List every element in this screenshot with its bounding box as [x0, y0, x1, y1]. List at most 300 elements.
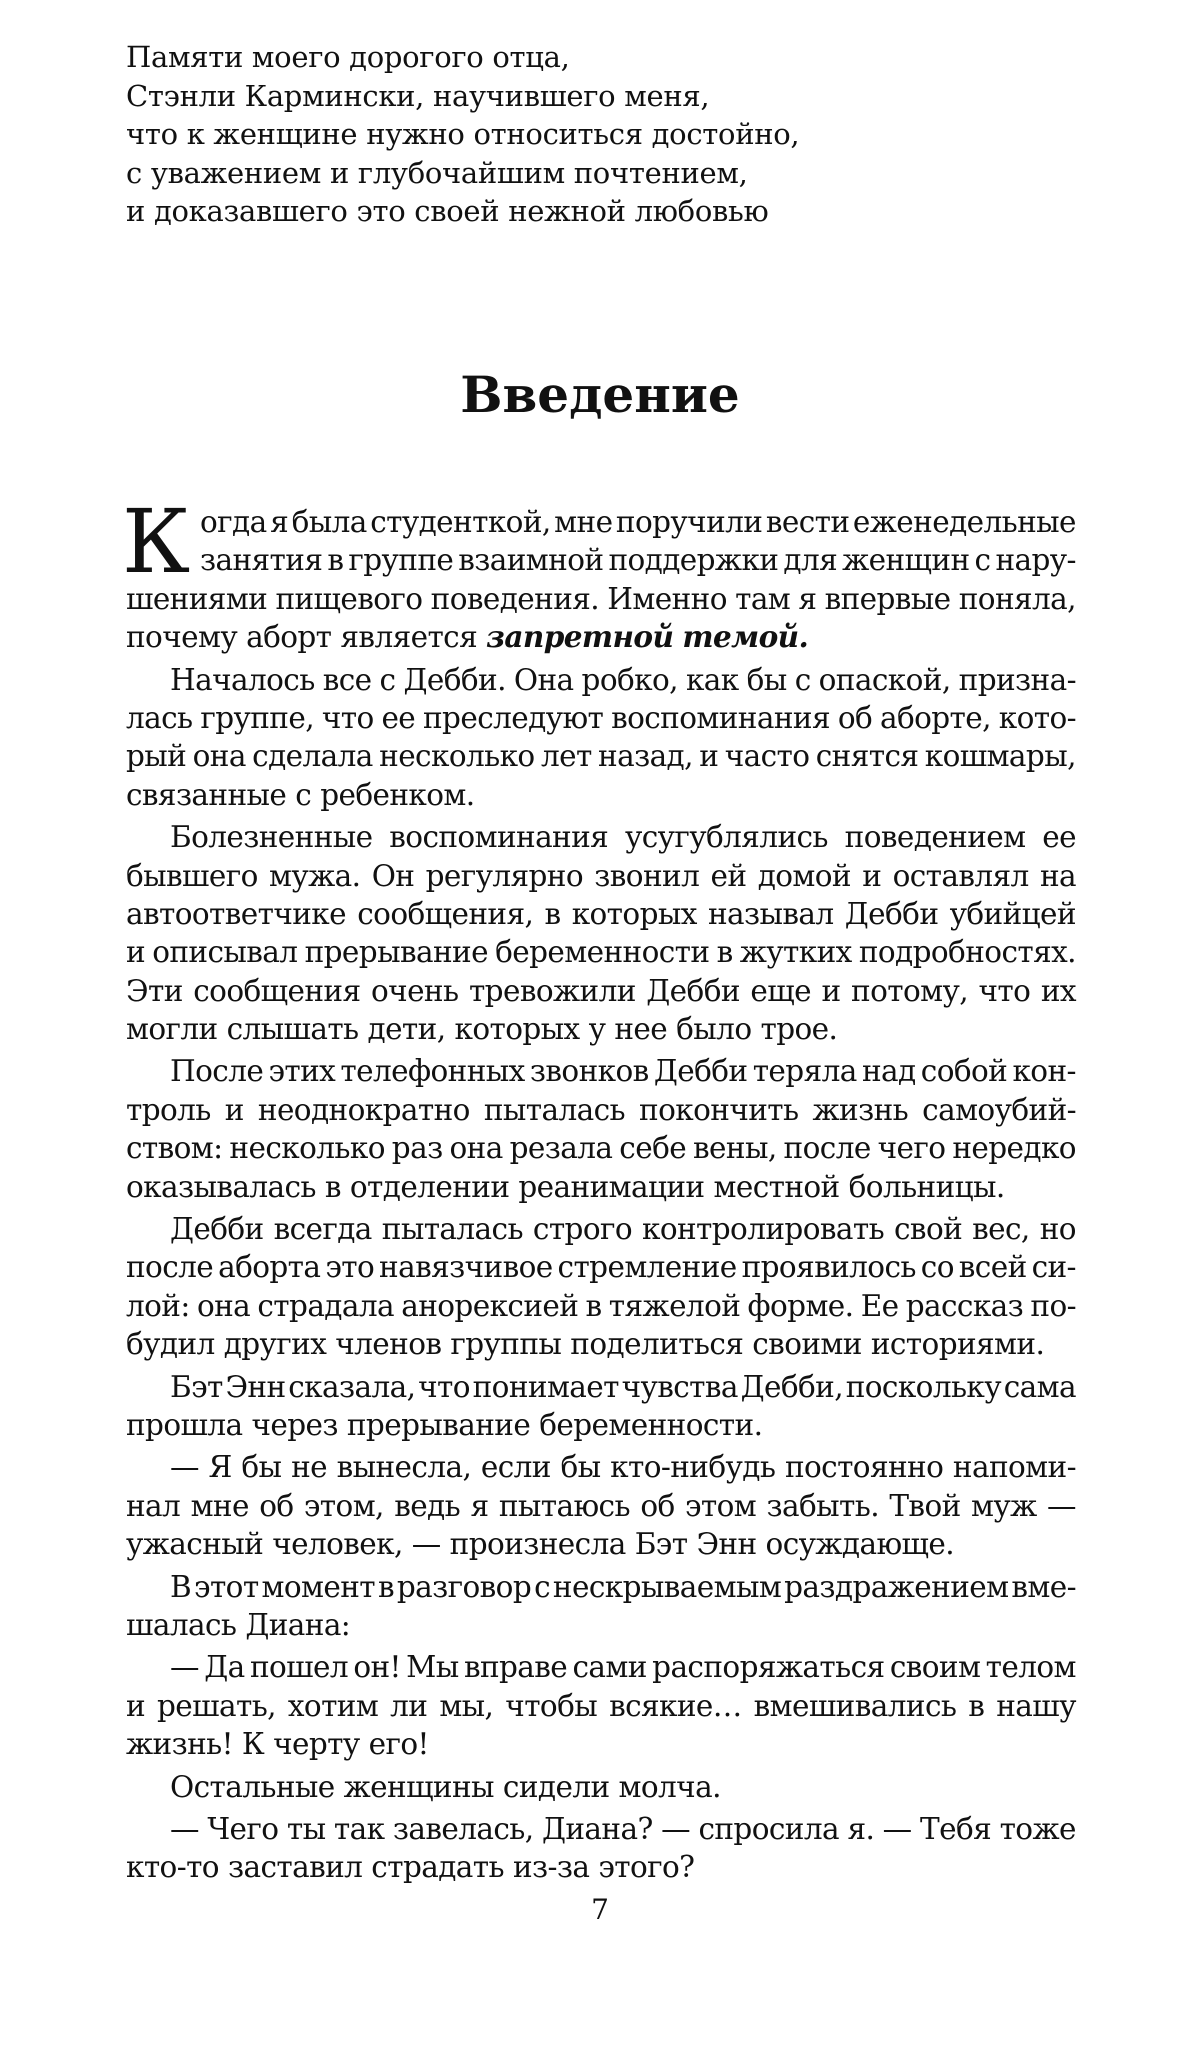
- word: —: [882, 1811, 912, 1846]
- word: отделении: [349, 1169, 510, 1204]
- word: проявилось: [741, 1250, 916, 1285]
- word: несколько: [229, 1131, 385, 1166]
- word: подробностях.: [858, 935, 1076, 970]
- word: нару-: [995, 543, 1076, 578]
- word: об: [259, 1488, 294, 1523]
- word: аборте,: [879, 700, 991, 735]
- word: и: [821, 973, 841, 1008]
- word: теряла: [752, 1054, 857, 1089]
- text-line: [126, 618, 1076, 656]
- word: я: [470, 1488, 489, 1523]
- word: сами: [572, 1650, 647, 1685]
- text-line: [126, 895, 1076, 933]
- word: —: [411, 1527, 441, 1562]
- word: беременности.: [539, 1407, 763, 1442]
- word: после: [783, 1131, 871, 1166]
- text-line: [126, 1052, 1076, 1090]
- word: мы,: [439, 1688, 494, 1723]
- word: неоднократно: [257, 1092, 470, 1127]
- word: воспоминания: [389, 820, 609, 855]
- word: и: [699, 739, 719, 774]
- word: еженедельные: [852, 505, 1076, 539]
- word: я.: [847, 1811, 875, 1846]
- word: по-: [1030, 1288, 1076, 1323]
- word: с: [295, 777, 312, 812]
- word: об: [837, 700, 873, 735]
- word: Дебби,: [740, 1369, 843, 1404]
- word: пошел: [249, 1650, 348, 1685]
- word: если: [480, 1450, 551, 1485]
- text-line: [126, 737, 1076, 775]
- word: местной: [713, 1169, 840, 1204]
- word: ли: [390, 1688, 428, 1723]
- word: ее: [1042, 820, 1076, 855]
- word: муж: [971, 1488, 1037, 1523]
- word: вмешивались: [753, 1688, 957, 1723]
- word: своими: [752, 1327, 862, 1362]
- text-line: [126, 1725, 1076, 1763]
- word: было: [676, 1012, 752, 1047]
- text-line: [126, 1568, 1076, 1606]
- drop-cap: К: [122, 490, 191, 593]
- word: Я: [208, 1450, 232, 1485]
- text-line: [126, 1810, 1076, 1848]
- word: была: [291, 505, 367, 539]
- word: называл: [708, 896, 834, 931]
- text-line: [126, 933, 1076, 971]
- word: с: [794, 662, 811, 697]
- text-line: [126, 818, 1076, 856]
- word: группе: [348, 543, 454, 578]
- word: мужа.: [269, 858, 361, 893]
- word: самоубий-: [922, 1092, 1076, 1127]
- word: еще: [750, 973, 811, 1008]
- word: бы: [560, 1450, 601, 1485]
- word: К: [241, 1727, 265, 1762]
- text-line: [126, 857, 1076, 895]
- paragraph: [126, 1768, 1076, 1806]
- text-line: [126, 1129, 1076, 1167]
- word: мне: [190, 1488, 249, 1523]
- word: что: [418, 1369, 470, 1404]
- text-line: [126, 1406, 1076, 1444]
- dedication-line: и доказавшего это своей нежной любовью: [126, 194, 769, 228]
- word: потому,: [851, 973, 969, 1008]
- word: их: [1040, 973, 1076, 1008]
- word: Ее: [860, 1288, 899, 1323]
- word: на: [1039, 858, 1076, 893]
- word: рый: [126, 739, 187, 774]
- word: кошмары,: [924, 739, 1076, 774]
- word: вме-: [1011, 1569, 1076, 1604]
- word: историями.: [870, 1327, 1045, 1362]
- word: раз: [391, 1131, 443, 1166]
- word: навязчивое: [379, 1250, 553, 1285]
- word: В: [170, 1569, 192, 1604]
- dedication-line: с уважением и глубочайшим почтением,: [126, 155, 748, 190]
- paragraph: [126, 1568, 1076, 1645]
- word: беременности: [495, 935, 710, 970]
- word: призна-: [958, 662, 1076, 697]
- word: все: [322, 662, 372, 697]
- word: студенткой,: [370, 505, 551, 539]
- word: Остальные: [170, 1769, 335, 1804]
- word: группы: [450, 1327, 562, 1362]
- paragraph: [126, 1448, 1076, 1563]
- word: реанимации: [518, 1169, 705, 1204]
- body-text: [126, 503, 1076, 1891]
- word: этом: [685, 1488, 757, 1523]
- word: нее: [614, 1012, 668, 1047]
- word: в: [585, 1288, 602, 1323]
- word: шениями: [126, 581, 268, 616]
- word: она: [449, 1131, 503, 1166]
- page-number: 7: [591, 1893, 609, 1926]
- word: чего: [877, 1131, 946, 1166]
- word: черту: [273, 1727, 360, 1762]
- word: форме.: [747, 1288, 854, 1323]
- text-line: [126, 972, 1076, 1010]
- word: огда: [200, 505, 267, 539]
- word: вынесла,: [336, 1450, 472, 1485]
- word: в: [377, 1569, 394, 1604]
- word: тяжелой: [608, 1288, 741, 1323]
- word: очень: [371, 973, 459, 1008]
- word: больницы.: [848, 1169, 1005, 1204]
- text-line: [126, 1325, 1076, 1363]
- word: —: [170, 1811, 199, 1846]
- word: поделиться: [570, 1327, 744, 1362]
- word: сделала: [252, 739, 373, 774]
- text-line: [126, 541, 1076, 579]
- word: опаской,: [818, 662, 951, 697]
- word: кто-то: [126, 1850, 219, 1885]
- word: пытаюсь: [498, 1488, 630, 1523]
- text-line: [126, 1091, 1076, 1129]
- word: вены,: [693, 1131, 777, 1166]
- word: Именно: [607, 581, 727, 616]
- word: после: [126, 1250, 214, 1285]
- text-line: [126, 1487, 1076, 1525]
- word: ты: [286, 1811, 326, 1846]
- word: собой: [920, 1054, 1008, 1089]
- word: хотим: [287, 1688, 379, 1723]
- word: и: [862, 858, 882, 893]
- word: убийцей: [949, 896, 1076, 931]
- word: свой: [894, 1212, 963, 1247]
- word: в: [544, 896, 561, 931]
- word: кото-: [998, 700, 1076, 735]
- word: женщины: [343, 1769, 494, 1804]
- word: она: [196, 1288, 251, 1323]
- word: тревожили: [468, 973, 636, 1008]
- word: разговор: [396, 1569, 532, 1604]
- word: домой: [757, 858, 851, 893]
- word: троль: [126, 1092, 211, 1127]
- text-line: [126, 1210, 1076, 1248]
- word: является: [340, 620, 478, 655]
- word: назад,: [598, 739, 693, 774]
- word: в: [716, 935, 733, 970]
- word: преследуют: [423, 700, 604, 735]
- word: членов: [335, 1327, 442, 1362]
- word: рассказ: [905, 1288, 1024, 1323]
- word: кон-: [1012, 1054, 1076, 1089]
- word: Бэт: [634, 1527, 688, 1562]
- text-line: [126, 1287, 1076, 1325]
- text-line: [126, 1848, 1076, 1886]
- word: оставлял: [892, 858, 1029, 893]
- word: лась: [126, 700, 193, 735]
- word: пыталась: [381, 1212, 523, 1247]
- dedication: [126, 38, 1026, 231]
- word: вес,: [972, 1212, 1030, 1247]
- word: шалась: [126, 1607, 237, 1642]
- word: вести: [765, 505, 850, 539]
- word: могли: [126, 1012, 218, 1047]
- word: строго: [532, 1212, 633, 1247]
- word: бы: [746, 662, 787, 697]
- word: си-: [1031, 1250, 1076, 1285]
- text-line: [126, 1168, 1076, 1206]
- word: и: [126, 935, 146, 970]
- word: Диана:: [245, 1607, 351, 1642]
- word: слышать: [226, 1012, 359, 1047]
- word: звонил: [594, 858, 700, 893]
- word: этот: [194, 1569, 259, 1604]
- word: этом,: [303, 1488, 384, 1523]
- word: описывал: [152, 935, 298, 970]
- paragraph: [126, 661, 1076, 815]
- word: Дебби.: [403, 662, 506, 697]
- word: лет: [540, 739, 592, 774]
- text-line: [126, 1448, 1076, 1486]
- text-line: [126, 503, 1076, 541]
- word: с: [379, 662, 396, 697]
- word: это: [325, 1250, 375, 1285]
- word: заставил: [227, 1850, 363, 1885]
- word: мне: [554, 505, 613, 539]
- word: Дебби: [653, 1054, 748, 1089]
- word: всей: [958, 1250, 1027, 1285]
- word: поведением: [844, 820, 1026, 855]
- word: у: [588, 1012, 606, 1047]
- word: снятся: [815, 739, 919, 774]
- word: поведения.: [430, 581, 600, 616]
- word: Диана?: [541, 1811, 653, 1846]
- word: робко,: [581, 662, 678, 697]
- word: чтобы: [505, 1688, 598, 1723]
- word: стремление: [557, 1250, 737, 1285]
- word: раздражением: [784, 1569, 1009, 1604]
- word: сообщения: [193, 973, 361, 1008]
- word: в: [327, 543, 344, 578]
- word: впервые: [824, 581, 951, 616]
- word: пыталась: [483, 1092, 626, 1127]
- paragraph: [126, 503, 1076, 657]
- word: своим: [889, 1650, 981, 1685]
- word: она: [192, 739, 246, 774]
- word: молча.: [618, 1769, 721, 1804]
- word: через: [251, 1407, 338, 1442]
- word: телом: [985, 1650, 1076, 1685]
- word: что: [321, 700, 374, 735]
- word: этого?: [598, 1850, 695, 1885]
- word: телефонных: [340, 1054, 525, 1089]
- word: решать,: [157, 1688, 276, 1723]
- word: забыть.: [766, 1488, 879, 1523]
- word: темой.: [682, 619, 809, 655]
- word: автоответчике: [126, 896, 347, 931]
- text-line: [126, 1768, 1076, 1806]
- word: занятия: [200, 543, 323, 578]
- word: Чего: [207, 1811, 279, 1846]
- chapter-title: Введение: [460, 365, 740, 424]
- word: которых: [571, 896, 697, 931]
- word: женщин: [842, 543, 970, 578]
- word: его!: [368, 1727, 429, 1762]
- word: бы: [241, 1450, 282, 1485]
- word: которых: [454, 1012, 580, 1047]
- text-line: [126, 1248, 1076, 1286]
- word: но: [1039, 1212, 1076, 1247]
- word: будил: [126, 1327, 215, 1362]
- text-line: [126, 1525, 1076, 1563]
- word: —: [170, 1450, 199, 1485]
- word: усугублялись: [624, 820, 828, 855]
- text-line: [126, 1368, 1076, 1406]
- word: Твой: [889, 1488, 961, 1523]
- word: —: [170, 1650, 199, 1685]
- text-line: [126, 1010, 1076, 1048]
- word: лой:: [126, 1288, 190, 1323]
- text-line: [126, 1648, 1076, 1686]
- word: и: [126, 1688, 146, 1723]
- word: взаимной: [458, 543, 604, 578]
- word: напоми-: [952, 1450, 1076, 1485]
- text-line: [126, 580, 1076, 618]
- word: сообщения,: [357, 896, 534, 931]
- word: часто: [724, 739, 810, 774]
- word: постоянно: [784, 1450, 944, 1485]
- word: я: [798, 581, 817, 616]
- word: поняла,: [958, 581, 1076, 616]
- word: сама: [1003, 1369, 1076, 1404]
- word: ее: [381, 700, 416, 735]
- word: Энн: [696, 1527, 757, 1562]
- word: этих: [268, 1054, 336, 1089]
- word: поручили: [615, 505, 763, 539]
- word: всякие…: [609, 1688, 742, 1723]
- word: себе: [619, 1131, 687, 1166]
- word: осуждающе.: [765, 1527, 955, 1562]
- word: сказала,: [288, 1369, 416, 1404]
- word: покончить: [639, 1092, 799, 1127]
- word: я: [270, 505, 289, 539]
- word: там: [735, 581, 791, 616]
- word: со: [920, 1250, 954, 1285]
- word: что: [978, 973, 1031, 1008]
- word: завелась,: [392, 1811, 534, 1846]
- word: не: [291, 1450, 327, 1485]
- word: Она: [513, 662, 574, 697]
- word: Бэт: [170, 1369, 223, 1404]
- word: контролировать: [641, 1212, 885, 1247]
- paragraph: [126, 1368, 1076, 1445]
- word: несколько: [379, 739, 535, 774]
- word: из-за: [512, 1850, 590, 1885]
- word: ужасный: [126, 1527, 264, 1562]
- word: ством:: [126, 1131, 223, 1166]
- paragraph: [126, 1210, 1076, 1364]
- word: момент: [261, 1569, 375, 1604]
- word: Дебби: [844, 896, 939, 931]
- word: После: [170, 1054, 264, 1089]
- word: над: [861, 1054, 916, 1089]
- dedication-line: Стэнли Кармински, научившего меня,: [126, 78, 710, 113]
- word: нескрываемым: [552, 1569, 782, 1604]
- word: страдать: [371, 1850, 504, 1885]
- paragraph: [126, 1810, 1076, 1887]
- word: аборт: [246, 620, 332, 655]
- word: Дебби: [170, 1212, 264, 1247]
- word: пищевого: [275, 581, 423, 616]
- word: для: [783, 543, 838, 578]
- word: —: [1047, 1488, 1076, 1523]
- word: Энн: [225, 1369, 286, 1404]
- word: регулярно: [425, 858, 584, 893]
- word: кто-нибудь: [610, 1450, 776, 1485]
- word: нал: [126, 1488, 181, 1523]
- word: Эти: [126, 973, 183, 1008]
- word: понимает: [472, 1369, 619, 1404]
- word: ей: [710, 858, 747, 893]
- word: прошла: [126, 1407, 243, 1442]
- word: Болезненные: [170, 820, 373, 855]
- word: прерывание: [346, 1407, 531, 1442]
- word: в: [324, 1169, 341, 1204]
- word: воспоминания: [611, 700, 830, 735]
- word: жизнь!: [126, 1727, 233, 1762]
- word: трое.: [760, 1012, 838, 1047]
- word: с: [534, 1569, 550, 1604]
- word: резала: [509, 1131, 613, 1166]
- word: оказывалась: [126, 1169, 316, 1204]
- word: сидели: [502, 1769, 610, 1804]
- word: жизнь: [812, 1092, 909, 1127]
- text-line: [126, 1606, 1076, 1644]
- word: запретной: [486, 619, 674, 655]
- word: страдала: [257, 1288, 394, 1323]
- word: так: [333, 1811, 385, 1846]
- text-line: [126, 699, 1076, 737]
- paragraph: [126, 1052, 1076, 1206]
- word: анорексией: [401, 1288, 579, 1323]
- word: тоже: [999, 1811, 1076, 1846]
- word: связанные: [126, 777, 287, 812]
- word: как: [685, 662, 739, 697]
- word: поскольку: [845, 1369, 1002, 1404]
- dedication-line: что к женщине нужно относиться достойно,: [126, 117, 800, 151]
- word: группе,: [200, 700, 314, 735]
- word: ведь: [394, 1488, 461, 1523]
- word: почему: [126, 620, 238, 655]
- word: жутких: [739, 935, 852, 970]
- word: других: [223, 1327, 327, 1362]
- word: он!: [353, 1650, 401, 1685]
- word: с: [974, 543, 991, 578]
- word: Да: [204, 1650, 245, 1685]
